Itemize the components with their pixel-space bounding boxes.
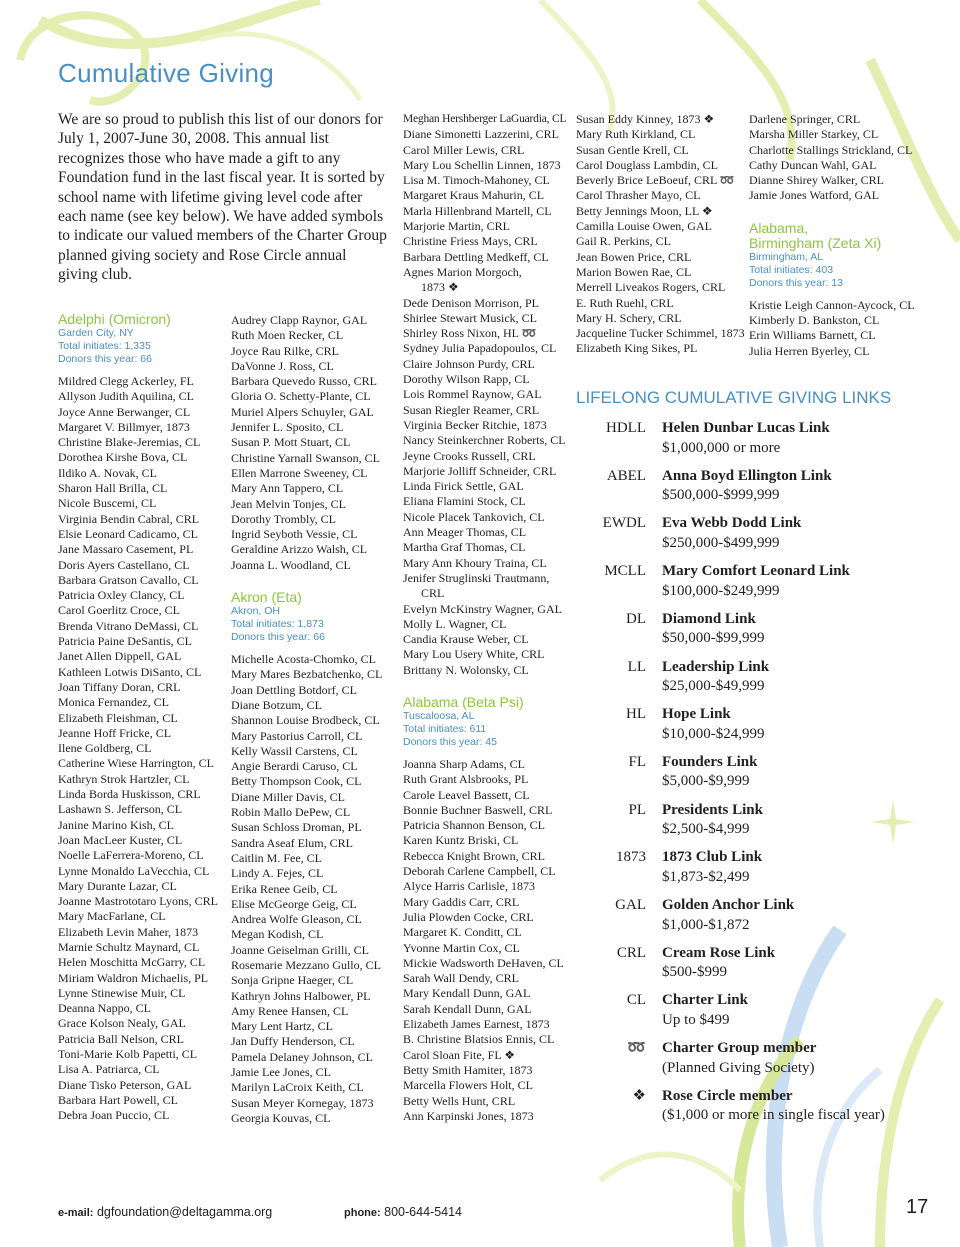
donor-name: Ann Meager Thomas, CL [403, 525, 527, 540]
donor-name: Barbara Hart Powell, CL [58, 1092, 178, 1107]
donor-name: Marcella Flowers Holt, CL [403, 1078, 533, 1093]
donor-name: Julia Herren Byerley, CL [749, 343, 870, 358]
donor-name: Barbara Gratson Cavallo, CL [58, 572, 199, 587]
donor-name-continued: CRL [421, 586, 445, 601]
donor-name: Mary Gaddis Carr, CRL [403, 894, 520, 909]
donor-name: Linda Borda Huskisson, CRL [58, 787, 201, 802]
donor-name: Joyce Anne Berwanger, CL [58, 404, 191, 419]
chapter-stat: Tuscaloosa, AL [403, 709, 475, 722]
donor-name: Sarah Wall Dendy, CRL [403, 971, 520, 986]
donor-name: Susan Eddy Kinney, 1873 ❖ [576, 112, 715, 126]
donor-name: Kimberly D. Bankston, CL [749, 313, 880, 328]
donor-name: Claire Johnson Purdy, CRL [403, 356, 535, 371]
donor-name: Joan Dettling Botdorf, CL [231, 682, 357, 697]
donor-name: Ingrid Seyboth Vessie, CL [231, 527, 358, 542]
donor-name: Pamela Delaney Johnson, CL [231, 1049, 373, 1064]
donor-name: E. Ruth Ruehl, CRL [576, 295, 674, 310]
page-number: 17 [906, 1196, 929, 1218]
donor-name: Jamie Jones Watford, GAL [749, 188, 880, 203]
donor-name: Elsie Leonard Cadicamo, CL [58, 526, 198, 541]
donor-name: Evelyn McKinstry Wagner, GAL [403, 601, 562, 616]
donor-name: Sharon Hall Brilla, CL [58, 481, 168, 496]
donor-name: Meghan Hershberger LaGuardia, CL [403, 113, 567, 125]
donor-name: Mary Pastorius Carroll, CL [231, 728, 363, 743]
donor-name: Joanne Mastrototaro Lyons, CRL [58, 894, 218, 909]
donor-name: Julia Plowden Cocke, CRL [403, 909, 534, 924]
donor-name: Shannon Louise Brodbeck, CL [231, 713, 380, 728]
donor-name: Ildiko A. Novak, CL [58, 465, 157, 480]
donor-name: Shirley Ross Nixon, HL ➿ [403, 326, 537, 341]
giving-link-range: $5,000-$9,999 [662, 773, 750, 790]
donor-name: Nicole Placek Tankovich, CL [403, 509, 545, 524]
donor-name: Caitlin M. Fee, CL [231, 850, 322, 865]
donor-name: Jacqueline Tucker Schimmel, 1873 [576, 326, 745, 341]
donor-name: Carole Leavel Bassett, CL [403, 787, 530, 802]
giving-link-code: 1873 [616, 849, 646, 866]
giving-link-code: DL [626, 610, 646, 627]
giving-link-range: $25,000-$49,999 [662, 678, 765, 694]
donor-name: Catherine Wiese Harrington, CL [58, 756, 214, 771]
spacer [58, 366, 223, 374]
giving-link-range: ($1,000 or more in single fiscal year) [662, 1107, 885, 1124]
giving-link-name: Hope Link [662, 706, 731, 723]
donor-name: Lynne Monaldo LaVecchia, CL [58, 863, 210, 878]
giving-link-range: $500,000-$999,999 [662, 487, 780, 504]
giving-link-range: $500-$999 [662, 964, 727, 981]
chapter-heading: Akron (Eta) [231, 589, 302, 606]
donor-name: Elizabeth Levin Maher, 1873 [58, 924, 199, 939]
giving-link-code: PL [628, 801, 646, 818]
footer-email [58, 1205, 272, 1219]
donor-name: Betty Wells Hunt, CRL [403, 1093, 516, 1108]
donor-name: Debra Joan Puccio, CL [58, 1108, 170, 1123]
giving-link-range: $1,873-$2,499 [662, 868, 750, 885]
donor-name: Alyce Harris Carlisle, 1873 [403, 879, 535, 894]
donor-name: Marilyn LaCroix Keith, CL [231, 1080, 364, 1095]
giving-link-name: Leadership Link [662, 658, 770, 675]
donor-name: Janet Allen Dippell, GAL [58, 649, 182, 664]
donor-name: Patricia Ball Nelson, CRL [58, 1031, 184, 1046]
chapter-heading: Alabama, [749, 219, 809, 236]
chapter-stat: Donors this year: 45 [403, 735, 497, 748]
donor-name: Carol Miller Lewis, CRL [403, 142, 525, 157]
donor-name: Jane Massaro Casement, PL [58, 542, 194, 557]
donor-name: Jamie Lee Jones, CL [231, 1065, 331, 1080]
giving-link-code: GAL [615, 897, 646, 913]
donor-name: Jean Melvin Tonjes, CL [231, 496, 346, 511]
spacer [403, 749, 568, 757]
donor-name: Susan Schloss Droman, PL [231, 820, 362, 835]
chapter-stat: Total initiates: 611 [403, 722, 487, 735]
donor-name: Andrea Wolfe Gleason, CL [231, 912, 362, 927]
giving-link-name: Cream Rose Link [662, 944, 776, 961]
donor-name: Carol Goerlitz Croce, CL [58, 603, 180, 618]
donor-name: Karen Kuntz Briski, CL [403, 833, 519, 848]
donor-name: Susan Gentle Krell, CL [576, 142, 689, 157]
phone-label: phone: [344, 1207, 381, 1219]
donor-name: Barbara Quevedo Russo, CRL [231, 374, 377, 389]
giving-link-name: Charter Link [662, 992, 748, 1009]
donor-name: Candia Krause Weber, CL [403, 632, 529, 647]
donor-name: Muriel Alpers Schuyler, GAL [231, 404, 374, 419]
donor-name: Deborah Carlene Campbell, CL [403, 864, 556, 879]
donor-name: Rebecca Knight Brown, CRL [403, 848, 545, 863]
donor-name: Kristie Leigh Cannon-Aycock, CL [749, 297, 915, 312]
giving-link-code: EWDL [602, 515, 646, 532]
donor-name: Monica Fernandez, CL [58, 695, 169, 710]
donor-name: Dorothea Kirshe Bova, CL [58, 450, 188, 465]
donor-name: Mary MacFarlane, CL [58, 909, 166, 924]
donor-name: Rosemarie Mezzano Gullo, CL [231, 957, 381, 972]
chapter-stat: Garden City, NY [58, 327, 134, 339]
donor-name: Helen Moschitta McGarry, CL [58, 955, 206, 970]
chapter-heading: Adelphi (Omicron) [58, 311, 171, 327]
intro-paragraph: We are so proud to publish this list of our donors for July 1, 2007-June 30, 2008. This annual list recognizes those who have made a gift to any Foundation fund in the last fiscal year. It is sorted by school name with lifetime giving level code after each name (see key below). We have added symbols to indicate our valued members of the Charter Group planned giving society and Rose Circle annual giving club. [58, 111, 387, 284]
giving-link-name: Charter Group member [662, 1040, 817, 1057]
donor-name-continued: 1873 ❖ [421, 280, 459, 295]
donor-name: Erin Williams Barnett, CL [749, 328, 876, 343]
donor-column-1 [58, 312, 223, 1124]
spacer [749, 290, 919, 298]
donor-name: Margaret Kraus Mahurin, CL [403, 188, 545, 203]
donor-name: Patricia Paine DeSantis, CL [58, 634, 192, 649]
donor-name: Audrey Clapp Raynor, GAL [231, 313, 368, 327]
giving-link-name: Diamond Link [662, 610, 756, 627]
donor-name: Jennifer L. Sposito, CL [231, 420, 344, 435]
donor-name: Lisa M. Timoch-Mahoney, CL [403, 173, 550, 188]
donor-name: Lindy A. Fejes, CL [231, 866, 324, 881]
giving-link-code: CRL [616, 944, 646, 961]
donor-name: Ellen Marrone Sweeney, CL [231, 465, 368, 480]
donor-name: Michelle Acosta-Chomko, CL [231, 652, 376, 667]
donor-name: Lashawn S. Jefferson, CL [58, 802, 183, 817]
donor-name: Joanna L. Woodland, CL [231, 557, 351, 572]
donor-name: Eliana Flamini Stock, CL [403, 494, 526, 509]
giving-link-code: FL [628, 753, 646, 770]
donor-name: Mary Lou Schellin Linnen, 1873 [403, 157, 561, 172]
donor-name: Merrell Liveakos Rogers, CRL [576, 280, 726, 295]
donor-name: Shirlee Stewart Musick, CL [403, 310, 537, 325]
donor-name: Martha Graf Thomas, CL [403, 540, 526, 555]
donor-name: Barbara Dettling Medkeff, CL [403, 249, 549, 264]
donor-name: Megan Kodish, CL [231, 927, 324, 942]
giving-link-range: $1,000,000 or more [662, 439, 781, 456]
donor-name: Ruth Grant Alsbrooks, PL [403, 772, 529, 787]
donor-name: Christine Blake-Jeremias, CL [58, 435, 201, 450]
donor-name: Jan Duffy Henderson, CL [231, 1034, 355, 1049]
donor-name: Nicole Buscemi, CL [58, 496, 157, 511]
donor-name: Kelly Wassil Carstens, CL [231, 743, 358, 758]
giving-link-name: Golden Anchor Link [662, 897, 795, 913]
giving-link-code: LL [627, 658, 646, 675]
donor-name: Kathleen Lotwis DiSanto, CL [58, 664, 202, 679]
giving-links-title: LIFELONG CUMULATIVE GIVING LINKS [576, 388, 892, 407]
donor-name: Elizabeth King Sikes, PL [576, 341, 698, 356]
donor-name: Ilene Goldberg, CL [58, 741, 152, 756]
donor-name: Patricia Oxley Clancy, CL [58, 588, 185, 603]
chapter-heading: Alabama (Beta Psi) [403, 693, 524, 710]
giving-link-range: (Planned Giving Society) [662, 1059, 815, 1076]
donor-name: Geraldine Arizzo Walsh, CL [231, 542, 368, 557]
giving-link-code: ➿ [627, 1040, 646, 1057]
giving-link-name: Mary Comfort Leonard Link [662, 563, 850, 580]
donor-name: Diane Miller Davis, CL [231, 789, 345, 804]
donor-name: Carol Sloan Fite, FL ❖ [403, 1047, 515, 1062]
donor-name: Elizabeth James Earnest, 1873 [403, 1017, 550, 1032]
donor-name: Margaret V. Billmyer, 1873 [58, 419, 190, 434]
donor-name: Betty Jennings Moon, LL ❖ [576, 203, 713, 218]
giving-link-code: HDLL [606, 420, 646, 436]
phone-number: 800-644-5414 [384, 1205, 463, 1219]
donor-name: Betty Thompson Cook, CL [231, 774, 362, 789]
donor-name: Dianne Shirey Walker, CRL [749, 173, 884, 188]
donor-name: Susan Meyer Kornegay, 1873 [231, 1095, 374, 1110]
donor-name: Virginia Becker Ritchie, 1873 [403, 417, 547, 432]
donor-name: Allyson Judith Aquilina, CL [58, 389, 195, 404]
donor-name: Lisa A. Patriarca, CL [58, 1062, 160, 1077]
giving-link-code: HL [626, 706, 646, 723]
donor-name: Linda Firick Settle, GAL [403, 479, 524, 494]
donor-name: Marion Bowen Rae, CL [576, 264, 692, 279]
donor-name: Cathy Duncan Wahl, GAL [749, 157, 877, 172]
donor-name: Noelle LaFerrera-Moreno, CL [58, 848, 204, 863]
donor-name: Margaret K. Conditt, CL [403, 925, 522, 940]
chapter-heading: Birmingham (Zeta Xi) [749, 234, 882, 251]
donor-name: Jeyne Crooks Russell, CRL [403, 448, 536, 463]
donor-column-5 [749, 112, 919, 359]
chapter-stat: Total initiates: 1,335 [58, 340, 151, 352]
donor-name: Mary Lou Usery White, CRL [403, 647, 545, 662]
footer-phone [344, 1205, 462, 1219]
donor-name: Joan Tiffany Doran, CRL [58, 679, 181, 694]
giving-link-name: Helen Dunbar Lucas Link [662, 420, 830, 436]
donor-name: DaVonne J. Ross, CL [231, 358, 334, 373]
donor-name: Yvonne Martin Cox, CL [403, 940, 520, 955]
giving-link-name: Presidents Link [662, 801, 763, 818]
giving-link-name: Rose Circle member [662, 1087, 793, 1104]
section-spacer [749, 204, 919, 221]
donor-name: Carol Douglass Lambdin, CL [576, 157, 718, 172]
page-title: Cumulative Giving [58, 58, 275, 88]
donor-name: Mary Ann Khoury Traina, CL [403, 555, 547, 570]
donor-name: Christine Yarnall Swanson, CL [231, 450, 381, 465]
donor-name: Susan P. Mott Stuart, CL [231, 435, 351, 450]
donor-name: Charlotte Stallings Strickland, CL [749, 142, 913, 157]
donor-name: Kathryn Strok Hartzler, CL [58, 771, 190, 786]
donor-name: Mary Ann Tappero, CL [231, 481, 344, 496]
donor-name: Elise McGeorge Geig, CL [231, 896, 357, 911]
donor-name: Janine Marino Kish, CL [58, 817, 174, 832]
section-spacer [231, 573, 396, 590]
giving-link-code: ABEL [606, 467, 646, 484]
donor-name: Camilla Louise Owen, GAL [576, 219, 712, 234]
donor-name: Dorothy Trombly, CL [231, 511, 336, 526]
giving-link-name: Anna Boyd Ellington Link [662, 467, 832, 484]
donor-name: Sydney Julia Papadopoulos, CL [403, 341, 557, 356]
donor-name: Bonnie Buchner Baswell, CRL [403, 802, 553, 817]
giving-link-name: Founders Link [662, 753, 758, 770]
donor-name: Georgia Kouvas, CL [231, 1110, 331, 1125]
chapter-stat: Birmingham, AL [749, 250, 824, 263]
donor-name: Brenda Vitrano DeMassi, CL [58, 618, 199, 633]
donor-name: Jeanne Hoff Fricke, CL [58, 725, 172, 740]
donor-name: Gail R. Perkins, CL [576, 234, 671, 249]
donor-name: Doris Ayers Castellano, CL [58, 557, 190, 572]
giving-link-code: ❖ [632, 1087, 646, 1104]
donor-name: Mary Ruth Kirkland, CL [576, 127, 696, 142]
donor-name: Carol Thrasher Mayo, CL [576, 188, 701, 203]
donor-name: Beverly Brice LeBoeuf, CRL ➿ [576, 173, 735, 188]
donor-name: Jean Bowen Price, CRL [576, 249, 692, 264]
giving-link-name: Eva Webb Dodd Link [662, 515, 802, 532]
giving-link-range: Up to $499 [662, 1011, 730, 1028]
donor-column-4 [576, 112, 745, 357]
donor-name: Marla Hillenbrand Martell, CL [403, 203, 552, 218]
giving-link-code: CL [626, 992, 646, 1009]
donor-name: Mary Kendall Dunn, GAL [403, 986, 531, 1001]
giving-link-range: $1,000-$1,872 [662, 916, 750, 933]
donor-name: Marnie Schultz Maynard, CL [58, 939, 200, 954]
donor-name: Deanna Nappo, CL [58, 1001, 151, 1016]
section-spacer [403, 678, 568, 695]
giving-link-range: $250,000-$499,999 [662, 534, 780, 551]
chapter-stat: Donors this year: 66 [231, 631, 325, 644]
donor-name: Christine Friess Mays, CRL [403, 234, 538, 249]
donor-name: Diane Botzum, CL [231, 697, 322, 712]
donor-name: Brittany N. Wolonsky, CL [403, 662, 529, 677]
donor-name: Agnes Marion Morgoch, [403, 264, 522, 279]
email-label: e-mail: [58, 1207, 94, 1219]
donor-name: Joanne Geiselman Grilli, CL [231, 942, 369, 957]
giving-link-code: MCLL [604, 563, 646, 580]
donor-name: Darlene Springer, CRL [749, 112, 861, 126]
chapter-stat: Total initiates: 403 [749, 263, 834, 276]
email-address[interactable]: dgfoundation@deltagamma.org [96, 1205, 273, 1219]
donor-name: Virginia Bendin Cabral, CRL [58, 511, 200, 526]
donor-name: Betty Smith Hamiter, 1873 [403, 1062, 533, 1077]
donor-name: Amy Renee Hansen, CL [231, 1003, 349, 1018]
giving-link-range: $100,000-$249,999 [662, 582, 780, 599]
donor-name: Lois Rommel Raynow, GAL [403, 387, 542, 402]
chapter-stat: Donors this year: 13 [749, 276, 843, 289]
donor-name: Sarah Kendall Dunn, GAL [403, 1001, 532, 1016]
donor-name: Sonja Gripne Haeger, CL [231, 973, 354, 988]
donor-name: Diane Tisko Peterson, GAL [58, 1077, 192, 1092]
donor-name: Diane Simonetti Lazzerini, CRL [403, 127, 559, 142]
donor-name: Ann Karpinski Jones, 1873 [403, 1108, 534, 1123]
donor-name: Jenifer Struglinski Trautmann, [403, 570, 550, 585]
donor-name: Nancy Steinkerchner Roberts, CL [403, 433, 566, 448]
donor-name: Toni-Marie Kolb Papetti, CL [58, 1047, 198, 1062]
donor-name: Dorothy Wilson Rapp, CL [403, 372, 530, 387]
donor-name: Mary Durante Lazar, CL [58, 878, 177, 893]
chapter-stat: Akron, OH [231, 605, 281, 618]
donor-column-3 [403, 112, 568, 1124]
donor-name: B. Christine Blatsios Ennis, CL [403, 1032, 555, 1047]
donor-name: Marjorie Jolliff Schneider, CRL [403, 463, 557, 478]
donor-name: Molly L. Wagner, CL [403, 616, 507, 631]
giving-link-range: $50,000-$99,999 [662, 630, 765, 647]
donor-name: Marsha Miller Starkey, CL [749, 127, 879, 142]
donor-name: Marjorie Martin, CRL [403, 219, 510, 234]
donor-name: Joyce Rau Rilke, CRL [231, 343, 339, 358]
donor-name: Joanna Sharp Adams, CL [403, 756, 525, 771]
donor-name: Mickie Wadsworth DeHaven, CL [403, 955, 564, 970]
donor-name: Gloria O. Schetty-Plante, CL [231, 389, 371, 404]
donor-name: Joan MacLeer Kuster, CL [58, 832, 183, 847]
donor-name: Mary H. Schery, CRL [576, 310, 682, 325]
donor-name: Mildred Clegg Ackerley, FL [58, 374, 194, 388]
donor-name: Grace Kolson Nealy, GAL [58, 1016, 186, 1031]
donor-name: Robin Mallo DePew, CL [231, 805, 351, 820]
donor-name: Miriam Waldron Michaelis, PL [58, 970, 209, 985]
chapter-stat: Total initiates: 1,873 [231, 618, 324, 631]
donor-name: Lynne Stinewise Muir, CL [58, 985, 186, 1000]
donor-name: Dede Denison Morrison, PL [403, 295, 539, 310]
giving-link-name: 1873 Club Link [662, 849, 763, 866]
donor-name: Angie Berardi Caruso, CL [231, 759, 358, 774]
giving-link-range: $10,000-$24,999 [662, 725, 765, 742]
donor-name: Ruth Moen Recker, CL [231, 328, 344, 343]
donor-name: Sandra Aseaf Elum, CRL [231, 835, 353, 850]
donor-column-2 [231, 313, 396, 1126]
donor-name: Kathryn Johns Halbower, PL [231, 988, 371, 1003]
chapter-stat: Donors this year: 66 [58, 353, 152, 365]
donor-name: Mary Mares Bezbatchenko, CL [231, 667, 383, 682]
donor-name: Erika Renee Geib, CL [231, 881, 338, 896]
donor-name: Susan Riegler Reamer, CRL [403, 402, 540, 417]
giving-link-range: $2,500-$4,999 [662, 821, 750, 838]
donor-name: Patricia Shannon Benson, CL [403, 818, 545, 833]
spacer [231, 644, 396, 652]
donor-name: Elizabeth Fleishman, CL [58, 710, 178, 725]
donor-name: Mary Lent Hartz, CL [231, 1019, 333, 1034]
